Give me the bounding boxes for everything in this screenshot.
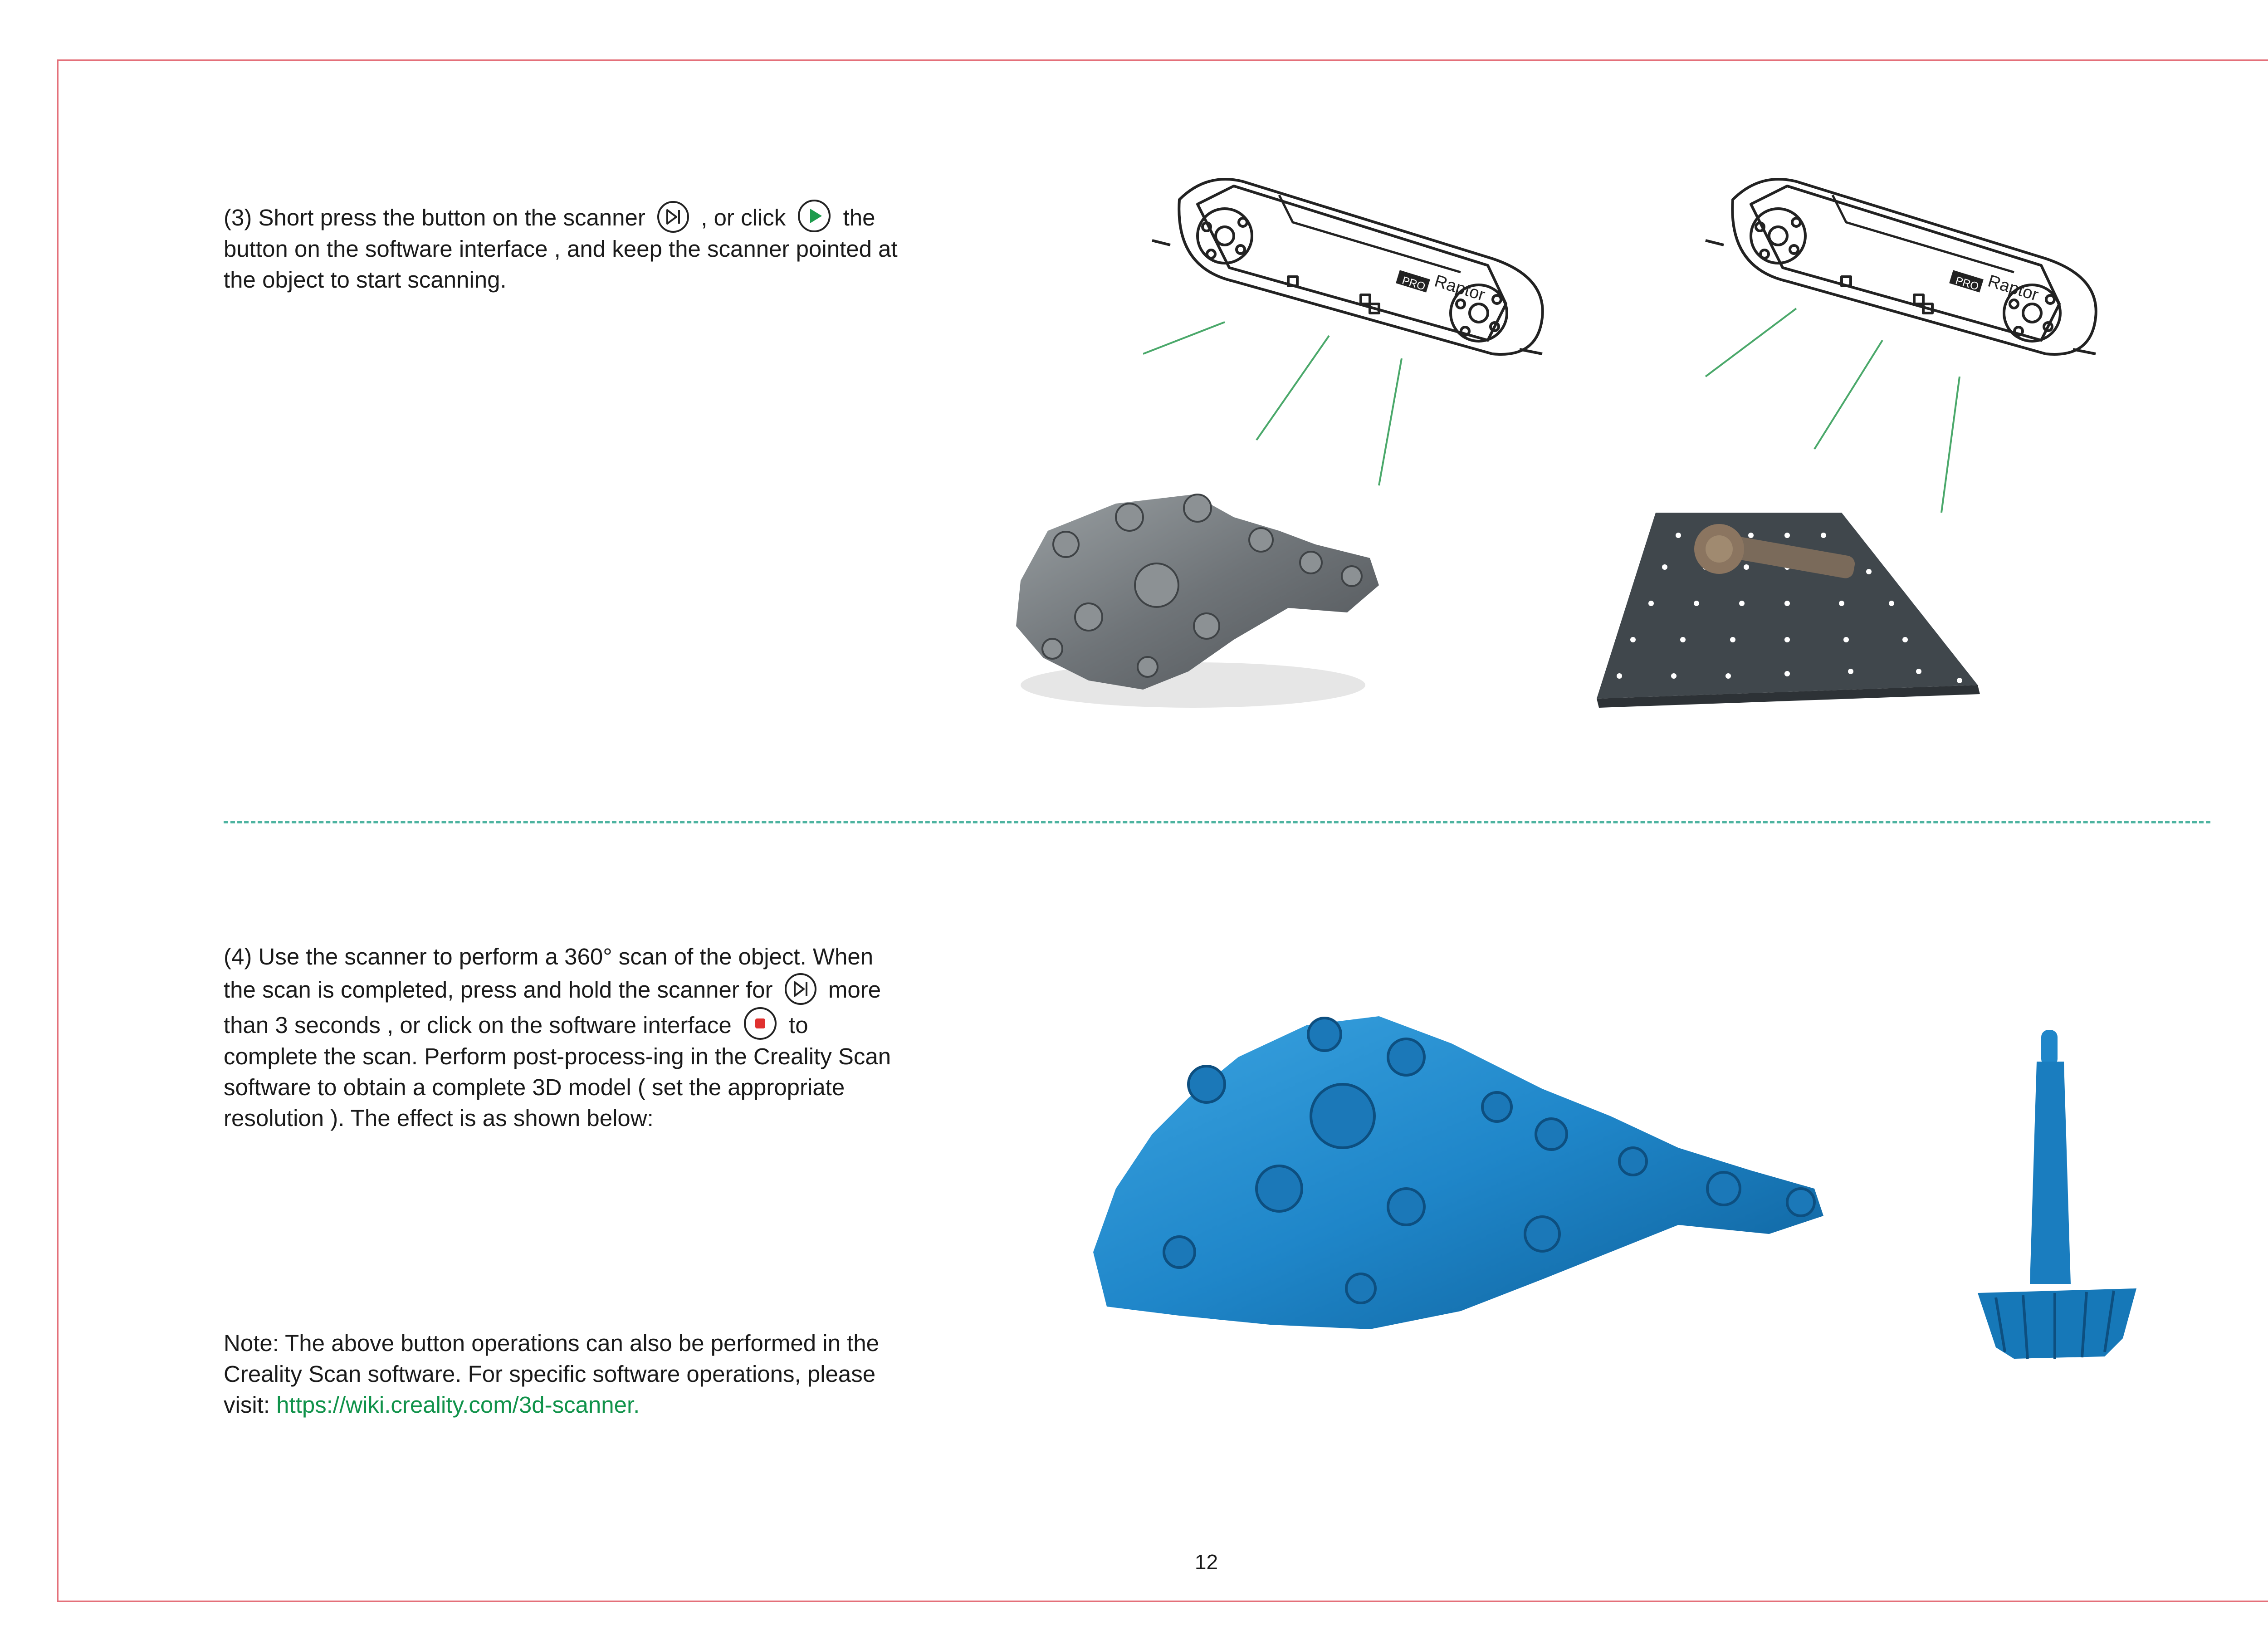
- svg-text:PRO: PRO: [1400, 274, 1427, 293]
- step3-text-1: (3) Short press the button on the scanner: [224, 205, 645, 230]
- svg-text:Raptor: Raptor: [1432, 271, 1487, 305]
- page-number: 12: [1194, 1550, 1218, 1574]
- play-icon[interactable]: [797, 198, 832, 234]
- section-divider: [224, 821, 2210, 823]
- gear-shaft-photo: [1588, 504, 1987, 717]
- stop-icon[interactable]: [743, 1006, 778, 1041]
- svg-text:PRO: PRO: [1954, 274, 1980, 293]
- step4-text-1: (4) Use the scanner to perform a 360° scan of the object. When the scan is completed, press and hold the scanner for: [224, 944, 874, 1003]
- scanner-button-icon: [656, 200, 690, 234]
- svg-text:Raptor: Raptor: [1985, 271, 2041, 305]
- note-text: Note: The above button operations can also be performed in the Creality Scan software. For specific software operations, please visit:: [224, 1330, 880, 1418]
- note-paragraph: [224, 1328, 913, 1420]
- scanner-illustration-right: [1696, 168, 2105, 513]
- step3-paragraph: [224, 198, 904, 295]
- metal-part-photo: [998, 476, 1397, 721]
- wiki-link[interactable]: https://wiki.creality.com/3d-scanner.: [276, 1392, 640, 1418]
- step4-text-3: to complete the scan. Perform post-process-ing in the Creality Scan software to obtain a complete 3D model ( set the appropriate resolution ). The effect is as shown below:: [224, 1012, 891, 1131]
- scanned-model-large: [1089, 998, 1837, 1352]
- scanner-button-icon: [784, 972, 817, 1006]
- scanned-shaft: [1969, 1021, 2150, 1366]
- step3-text-2: , or click: [701, 205, 786, 230]
- step4-paragraph: [224, 941, 904, 1134]
- scanner-illustration-left: [1143, 168, 1551, 494]
- step4-text-2: more than 3 seconds , or click on the software interface: [224, 977, 881, 1038]
- step3-text-3: the button on the software interface , and keep the scanner pointed at the object to start scanning.: [224, 205, 898, 293]
